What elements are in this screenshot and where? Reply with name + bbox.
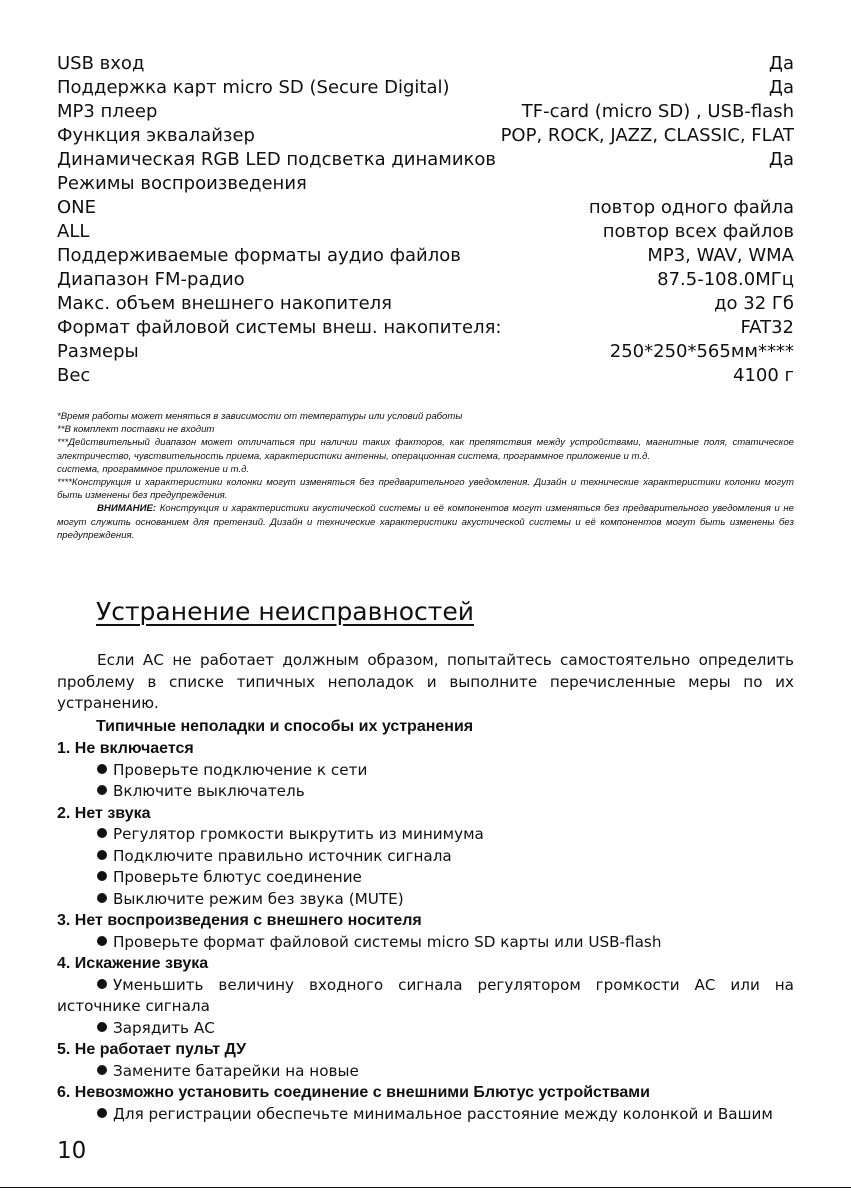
- fix-item: [57, 781, 794, 803]
- spec-label: Режимы воспроизведения: [57, 173, 307, 194]
- problem-title: 2. Нет звука: [57, 804, 151, 822]
- spec-label: Поддерживаемые форматы аудио файлов: [57, 245, 461, 266]
- bullet-icon: [97, 871, 107, 881]
- spec-row: [57, 52, 794, 76]
- spec-row: [57, 172, 794, 196]
- fix-text: Замените батарейки на новые: [113, 1061, 359, 1080]
- fix-item: [57, 889, 794, 911]
- section-title: Устранение неисправностей: [96, 597, 474, 626]
- fix-item: [57, 1104, 794, 1126]
- spec-value: 4100 г: [733, 365, 794, 386]
- problem-title: 3. Нет воспроизведения с внешнего носителя: [57, 912, 422, 929]
- fix-text: Выключите режим без звука (MUTE): [113, 889, 404, 908]
- bullet-icon: [97, 979, 107, 989]
- spec-row: [57, 100, 794, 124]
- intro-paragraph: Если АС не работает должным образом, попытайтесь самостоятельно определить проблему в списке типичных неполадок и выполните перечисленные меры по их устранению.: [57, 651, 794, 713]
- page-number: 10: [57, 1138, 87, 1164]
- bullet-icon: [97, 850, 107, 860]
- spec-label: Динамическая RGB LED подсветка динамиков: [57, 149, 497, 170]
- spec-value: 250*250*565мм****: [609, 341, 794, 362]
- fix-text: Проверьте формат файловой системы micro SD карты или USB-flash: [113, 932, 662, 951]
- spec-value: до 32 Гб: [714, 293, 794, 314]
- spec-label: Поддержка карт micro SD (Secure Digital): [57, 77, 450, 98]
- fix-item: [57, 846, 794, 868]
- spec-row: [57, 340, 794, 364]
- fix-item: [57, 760, 794, 782]
- spec-value: FAT32: [740, 317, 794, 338]
- fix-item: [57, 824, 794, 846]
- bullet-icon: [97, 1022, 107, 1032]
- footnotes: [57, 410, 794, 542]
- fix-text: Подключите правильно источник сигнала: [113, 846, 452, 865]
- spec-label: Диапазон FM-радио: [57, 269, 245, 290]
- spec-value: POP, ROCK, JAZZ, CLASSIC, FLAT: [500, 125, 794, 146]
- spec-label: Макс. объем внешнего накопителя: [57, 293, 392, 314]
- fix-text: Для регистрации обеспечьте минимальное расстояние между колонкой и Вашим: [113, 1104, 773, 1123]
- problem-title: 1. Не включается: [57, 740, 194, 757]
- spec-value: TF-card (micro SD) , USB-flash: [521, 101, 794, 122]
- footnote: *Время работы может меняться в зависимости от температуры или условий работы: [57, 411, 463, 422]
- warning-label: ВНИМАНИЕ:: [97, 503, 157, 515]
- footnote: система, программное приложение и т.д.: [57, 463, 250, 475]
- footnote: ****Конструкция и характеристики колонки могут изменяться без предварительного уведомления. Дизайн и технические характеристики колонки могут быть изменены без предупреждения.: [57, 477, 794, 502]
- footnote: **В комплект поставки не входит: [57, 424, 215, 436]
- fix-item: [57, 1018, 794, 1040]
- spec-label: Функция эквалайзер: [57, 125, 255, 146]
- problem-title: 6. Невозможно установить соединение с внешними Блютус устройствами: [57, 1084, 650, 1101]
- problem-title: 5. Не работает пульт ДУ: [57, 1041, 247, 1058]
- bullet-icon: [97, 1108, 107, 1118]
- fix-text: Проверьте блютус соединение: [113, 868, 362, 886]
- fix-text: Включите выключатель: [113, 782, 305, 800]
- fix-item: [57, 932, 794, 954]
- spec-label: Формат файловой системы внеш. накопителя:: [57, 317, 502, 338]
- spec-value: повтор всех файлов: [602, 221, 794, 242]
- fix-text: Зарядить АС: [113, 1018, 215, 1037]
- fix-item: [57, 867, 794, 889]
- problem-title: 4. Искажение звука: [57, 955, 209, 972]
- spec-label: MP3 плеер: [57, 101, 158, 122]
- spec-row: [57, 244, 794, 268]
- spec-value: Да: [768, 77, 794, 98]
- spec-label: Вес: [57, 365, 91, 386]
- fix-text: Регулятор громкости выкрутить из минимума: [113, 825, 484, 843]
- spec-label: ONE: [57, 197, 97, 218]
- spec-row: [57, 148, 794, 172]
- spec-row: [57, 268, 794, 292]
- bullet-icon: [97, 893, 107, 903]
- spec-row: [57, 76, 794, 100]
- spec-label: USB вход: [57, 53, 145, 74]
- spec-label: ALL: [57, 221, 90, 242]
- troubleshooting-subhead: Типичные неполадки и способы их устранения: [96, 718, 474, 735]
- troubleshooting-list: [57, 716, 794, 1125]
- bullet-icon: [97, 1065, 107, 1075]
- warning-text: Конструкция и характеристики акустической системы и её компонентов могут изменяться без предварительного уведомления и не могут служить основанием для претензий. Дизайн и технические характеристики акустической системы и её компонентов могут быть изменены без предупреждения.: [57, 503, 794, 541]
- spec-value: 87.5-108.0МГц: [657, 269, 794, 290]
- fix-item: [57, 975, 794, 1018]
- spec-row: [57, 196, 794, 220]
- bullet-icon: [97, 764, 107, 774]
- spec-row: [57, 316, 794, 340]
- specs-table: [57, 52, 794, 388]
- spec-label: Размеры: [57, 341, 139, 362]
- spec-value: Да: [768, 149, 794, 170]
- spec-row: [57, 292, 794, 316]
- footnote: ***Действительный диапазон может отличаться при наличии таких факторов, как препятствия между устройствами, магнитные поля, статическое электричество, чувствительность приема, характеристики антенны, операционная система, программное приложение и т.д.: [57, 437, 794, 462]
- spec-row: [57, 124, 794, 148]
- fix-item: [57, 1061, 794, 1083]
- spec-row: [57, 220, 794, 244]
- spec-value: Да: [768, 53, 794, 74]
- fix-text: Проверьте подключение к сети: [113, 760, 368, 779]
- warning-note: [57, 502, 794, 542]
- bullet-icon: [97, 936, 107, 946]
- bullet-icon: [97, 828, 107, 838]
- fix-text: Уменьшить величину входного сигнала регулятором громкости АС или на источнике сигнала: [57, 975, 794, 1015]
- spec-row: [57, 364, 794, 388]
- spec-value: повтор одного файла: [588, 197, 794, 218]
- spec-value: MP3, WAV, WMA: [647, 245, 794, 266]
- bullet-icon: [97, 785, 107, 795]
- bottom-rule: [0, 1187, 851, 1188]
